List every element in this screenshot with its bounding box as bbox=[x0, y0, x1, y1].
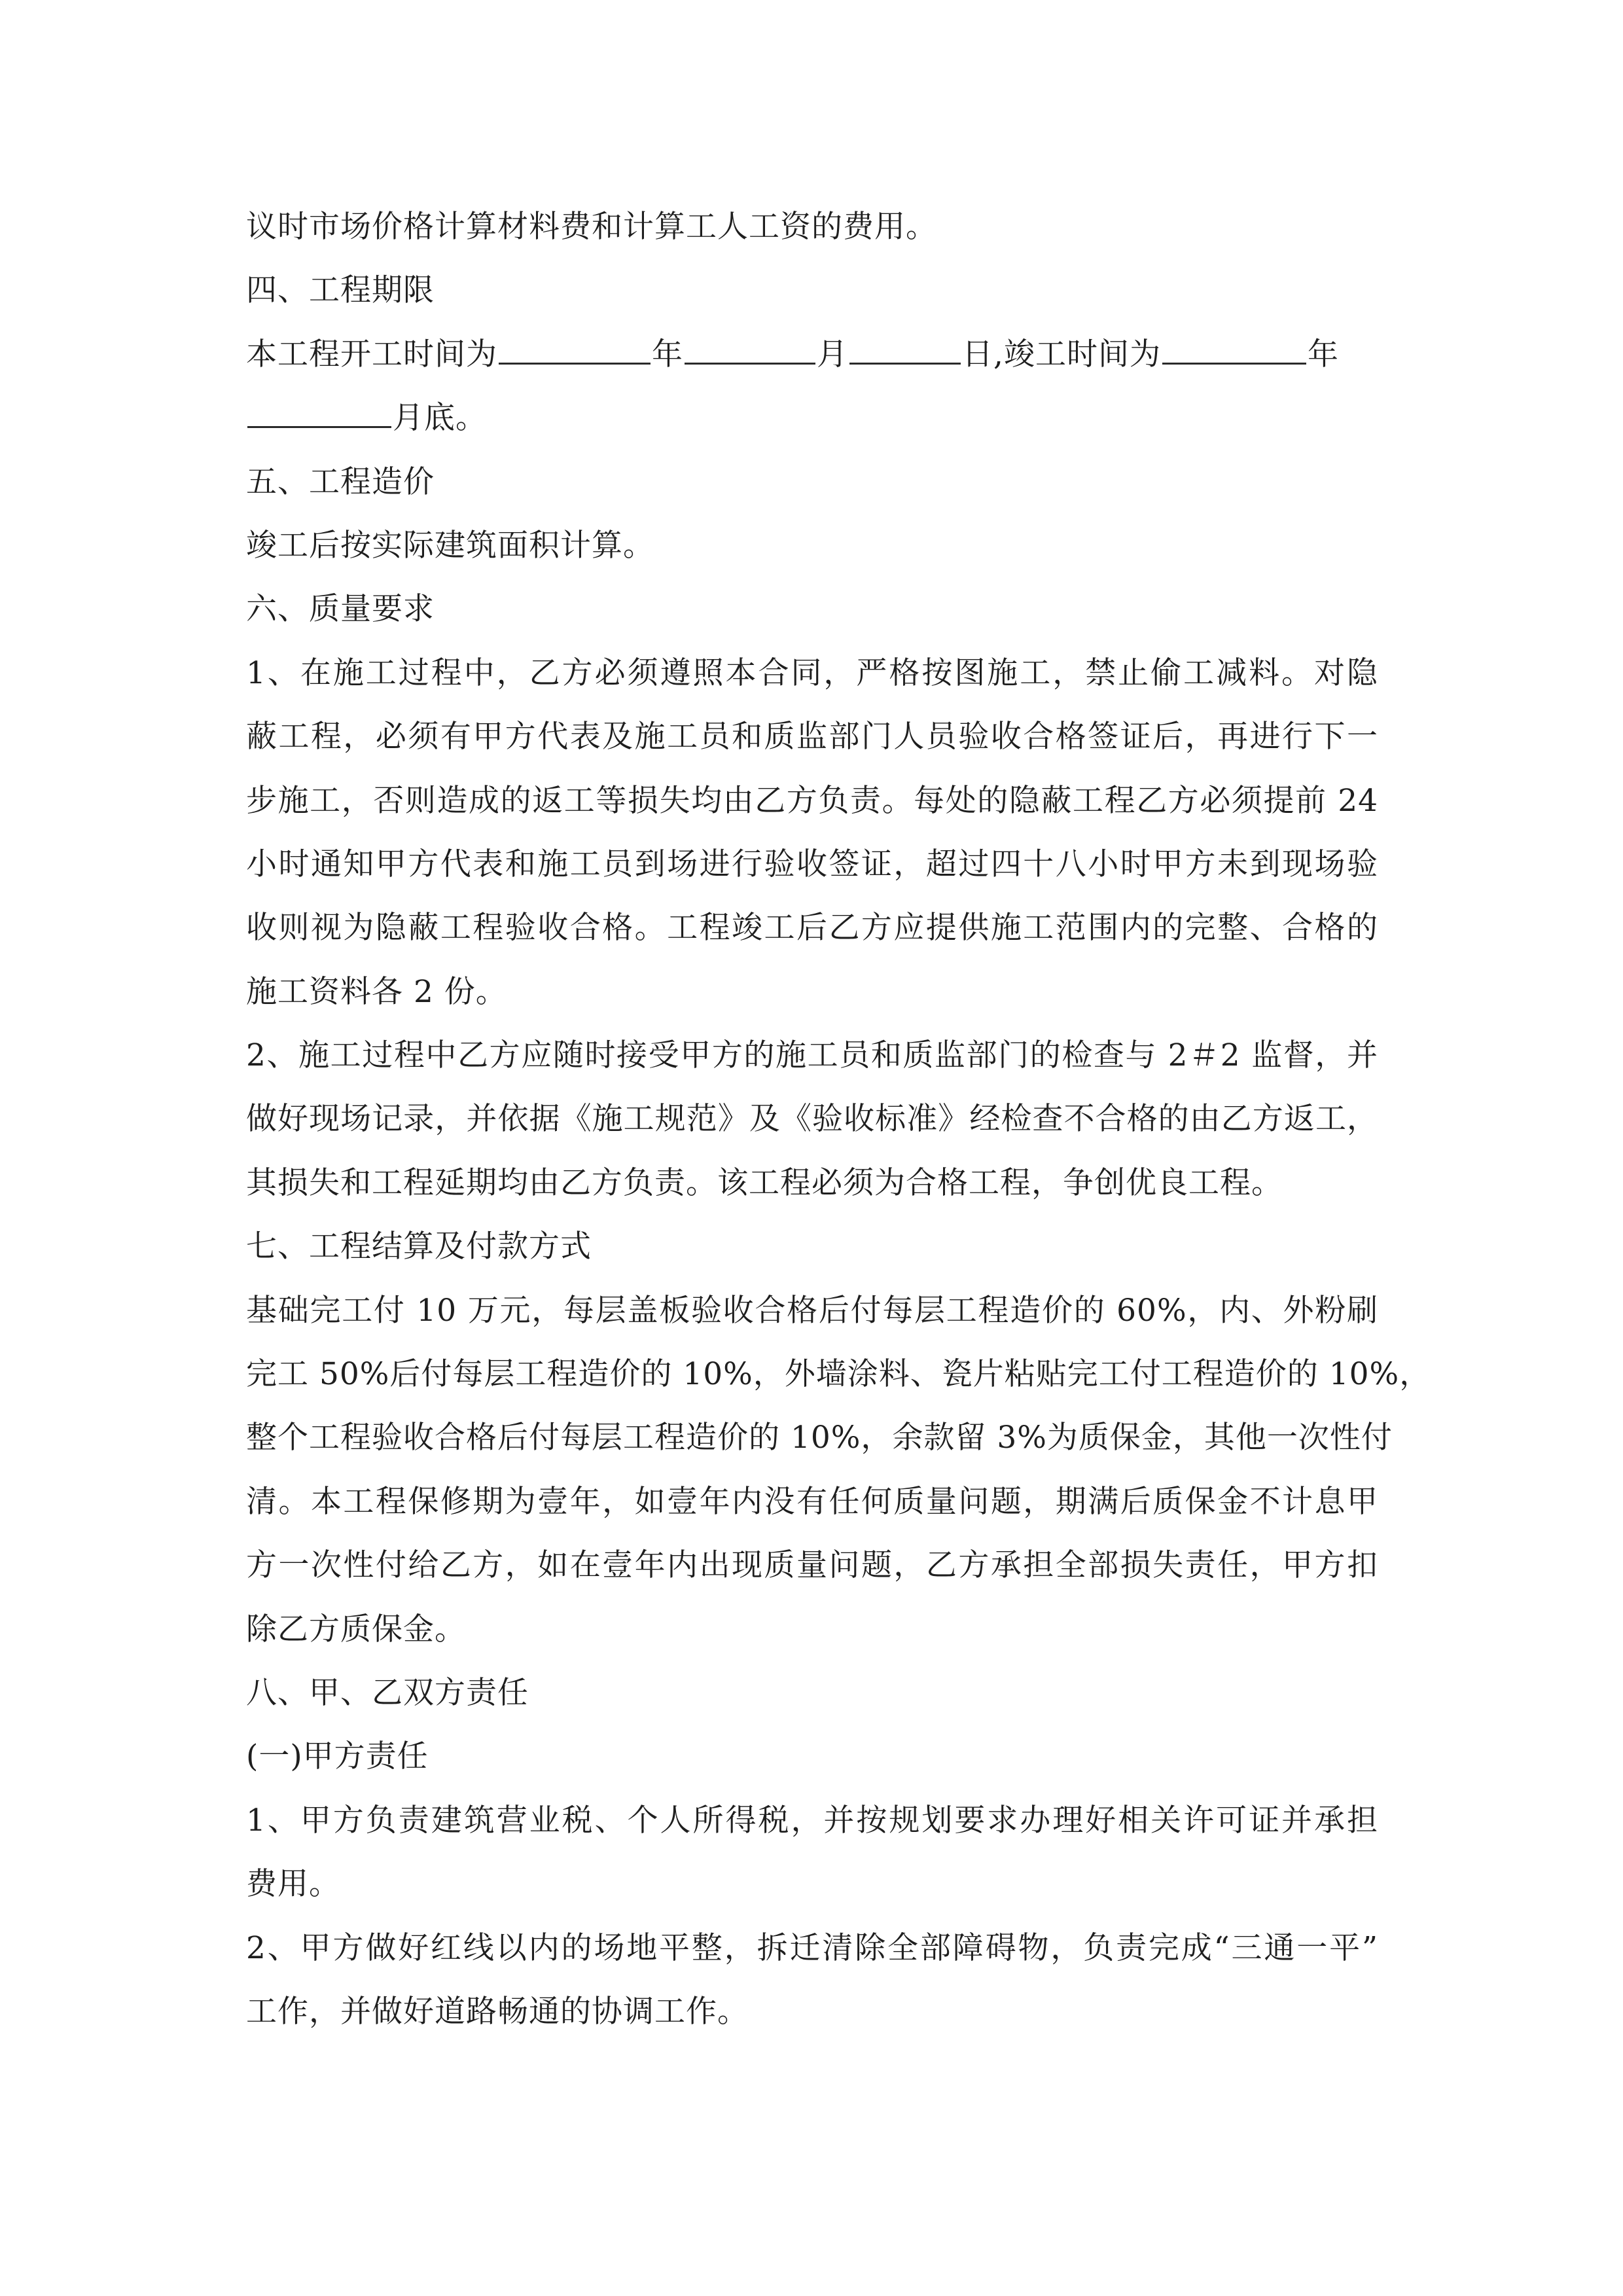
paragraph-line: 2、施工过程中乙方应随时接受甲方的施工员和质监部门的检查与 2＃2 监督，并 bbox=[246, 1037, 1378, 1074]
end-year-blank bbox=[1162, 330, 1306, 365]
day-label: 日, bbox=[962, 336, 1004, 372]
paragraph-line: 蔽工程，必须有甲方代表及施工员和质监部门人员验收合格签证后，再进行下一 bbox=[246, 719, 1378, 755]
section-heading-responsibilities: 八、甲、乙双方责任 bbox=[246, 1674, 529, 1711]
end-month-label: 月底。 bbox=[393, 400, 487, 437]
paragraph-line: 步施工，否则造成的返工等损失均由乙方负责。每处的隐蔽工程乙方必须提前 24 bbox=[246, 782, 1378, 819]
paragraph-line: 1、甲方负责建筑营业税、个人所得税，并按规划要求办理好相关许可证并承担 bbox=[246, 1802, 1378, 1839]
start-year-blank bbox=[499, 330, 651, 365]
paragraph-line: 费用。 bbox=[246, 1866, 340, 1903]
paragraph-line: 1、在施工过程中，乙方必须遵照本合同，严格按图施工，禁止偷工减料。对隐 bbox=[246, 655, 1378, 691]
document-body bbox=[246, 195, 1431, 2043]
paragraph-line: 完工 50%后付每层工程造价的 10%，外墙涂料、瓷片粘贴完工付工程造价的 10%， bbox=[246, 1356, 1431, 1393]
paragraph-line: 竣工后按实际建筑面积计算。 bbox=[246, 527, 654, 564]
end-month-blank bbox=[247, 393, 391, 428]
paragraph-line: 方一次性付给乙方，如在壹年内出现质量问题，乙方承担全部损失责任，甲方扣 bbox=[246, 1547, 1378, 1584]
start-month-blank bbox=[685, 330, 815, 365]
schedule-line bbox=[246, 323, 1378, 386]
paragraph-line: 收则视为隐蔽工程验收合格。工程竣工后乙方应提供施工范围内的完整、合格的 bbox=[246, 910, 1378, 946]
paragraph-line: 整个工程验收合格后付每层工程造价的 10%，余款留 3%为质保金，其他一次性付 bbox=[246, 1420, 1393, 1456]
end-year-label: 年 bbox=[1307, 336, 1339, 372]
paragraph-line: 做好现场记录，并依据《施工规范》及《验收标准》经检查不合格的由乙方返工， bbox=[246, 1101, 1378, 1138]
paragraph-line: 2、甲方做好红线以内的场地平整，拆迁清除全部障碍物，负责完成“三通一平” bbox=[246, 1929, 1378, 1966]
year-label: 年 bbox=[652, 336, 683, 372]
section-heading-payment: 七、工程结算及付款方式 bbox=[246, 1229, 592, 1265]
paragraph-line: 施工资料各 2 份。 bbox=[246, 973, 507, 1010]
paragraph-line: 小时通知甲方代表和施工员到场进行验收签证，超过四十八小时甲方未到现场验 bbox=[246, 846, 1378, 882]
start-time-label: 本工程开工时间为 bbox=[246, 336, 497, 372]
month-label: 月 bbox=[817, 336, 848, 372]
end-time-label: 竣工时间为 bbox=[1003, 336, 1161, 372]
paragraph-line: 清。本工程保修期为壹年，如壹年内没有任何质量问题，期满后质保金不计息甲 bbox=[246, 1483, 1378, 1520]
section-heading-schedule: 四、工程期限 bbox=[246, 272, 435, 309]
schedule-line-continued bbox=[246, 386, 1378, 450]
paragraph-line: 除乙方质保金。 bbox=[246, 1611, 466, 1647]
subsection-heading-party-a: (一)甲方责任 bbox=[246, 1738, 429, 1775]
section-heading-cost: 五、工程造价 bbox=[246, 463, 435, 500]
paragraph-line: 基础完工付 10 万元，每层盖板验收合格后付每层工程造价的 60%，内、外粉刷 bbox=[246, 1292, 1378, 1329]
start-day-blank bbox=[849, 330, 961, 365]
paragraph-line: 其损失和工程延期均由乙方负责。该工程必须为合格工程，争创优良工程。 bbox=[246, 1164, 1283, 1201]
paragraph-line: 工作，并做好道路畅通的协调工作。 bbox=[246, 1993, 749, 2030]
paragraph-line: 议时市场价格计算材料费和计算工人工资的费用。 bbox=[246, 209, 937, 245]
section-heading-quality: 六、质量要求 bbox=[246, 591, 435, 628]
